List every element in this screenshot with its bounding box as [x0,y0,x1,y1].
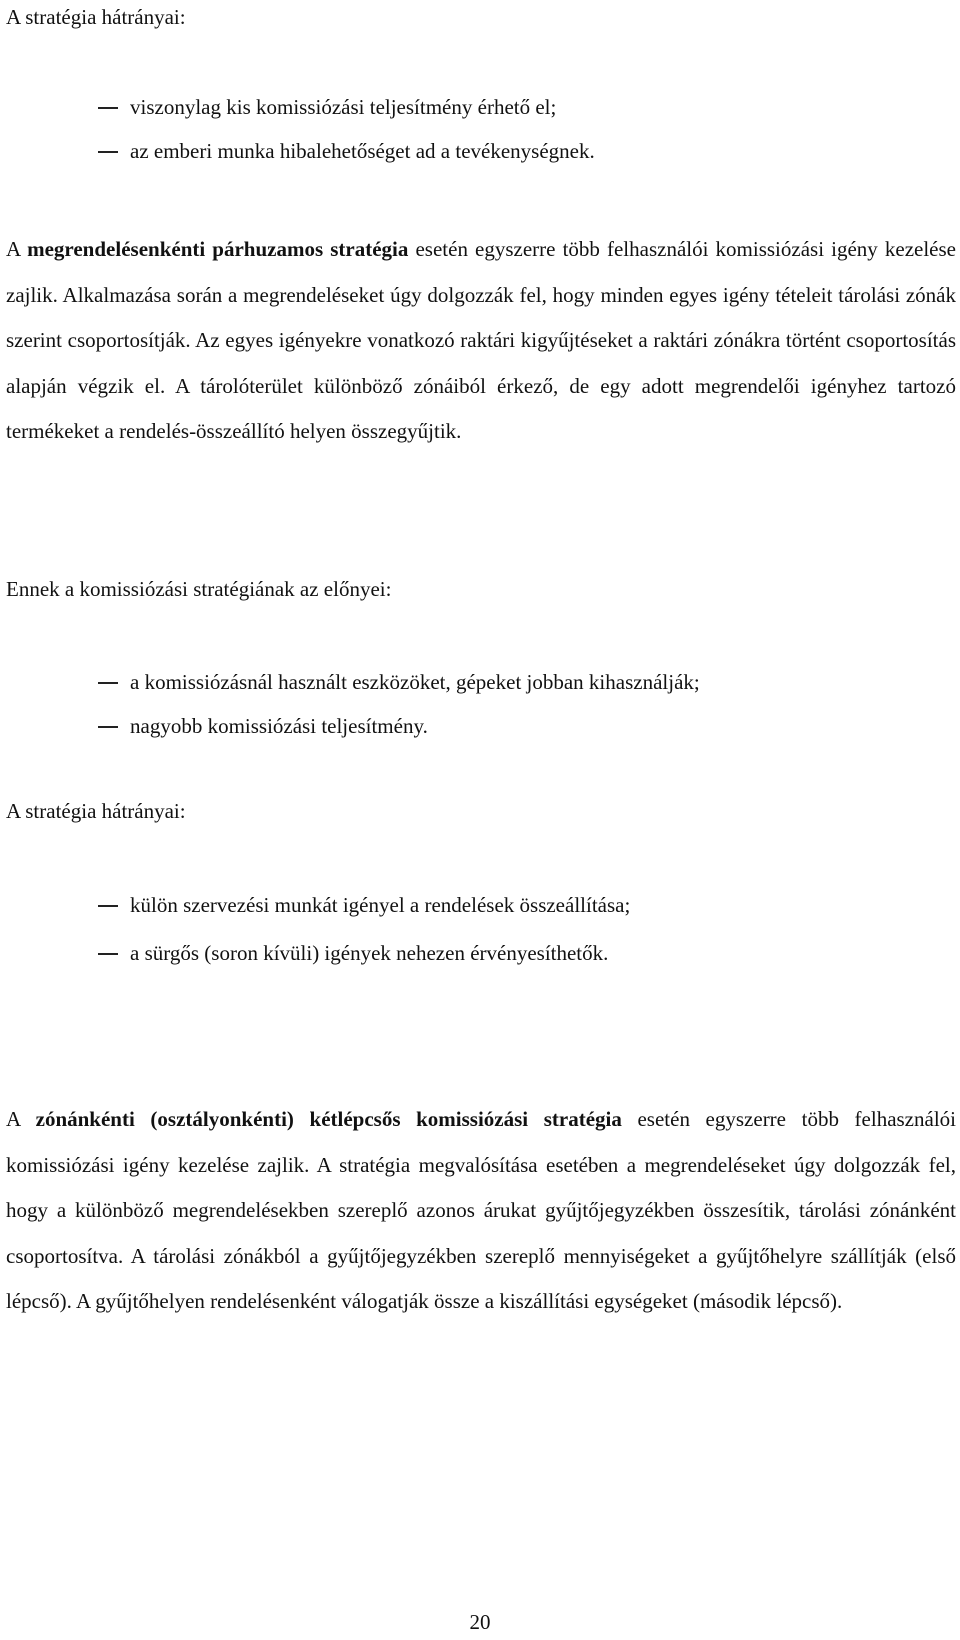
dash-bullet-icon [98,107,118,109]
advantages-list [98,660,700,748]
section-heading-advantages: Ennek a komissiózási stratégiának az előnyei: [6,577,392,601]
bold-term: zónánkénti (osztályonkénti) kétlépcsős komissiózási stratégia [35,1107,622,1131]
list-item: a sürgős (soron kívüli) igények nehezen érvényesíthetők. [98,929,630,977]
section-heading-disadvantages-2: A stratégia hátrányai: [6,799,186,823]
paragraph-zonal-strategy: A zónánkénti (osztályonkénti) kétlépcsős komissiózási stratégia esetén egyszerre több felhasználói komissiózási igény kezelése zajlik. A stratégia megvalósítása esetében a megrendeléseket úgy dolgozzák fel, hogy a különböző megrendelésekben szereplő azonos árukat gyűjtőjegyzékben összesítik, tárolási zónánként csoportosítva. A tárolási zónákból a gyűjtőjegyzékben szereplő mennyiségeket a gyűjtőhelyre szállítják (első lépcső). A gyűjtőhelyen rendelésenként válogatják össze a kiszállítási egységeket (második lépcső). [6,1107,956,1313]
disadvantages-list [98,85,595,173]
list-item: az emberi munka hibalehetőséget ad a tevékenységnek. [98,129,595,173]
page-number: 20 [469,1610,491,1634]
list-item: viszonylag kis komissiózási teljesítmény érhető el; [98,85,595,129]
dash-bullet-icon [98,151,118,153]
disadvantages-list-2 [98,881,630,977]
paragraph-parallel-strategy: A megrendelésenkénti párhuzamos stratégia esetén egyszerre több felhasználói komissiózási igény kezelése zajlik. Alkalmazása során a megrendeléseket úgy dolgozzák fel, hogy minden egyes igény tételeit tárolási zónák szerint csoportosítják. Az egyes igényekre vonatkozó raktári kigyűjtéseket a raktári zónákra történt csoportosítás alapján végzik el. A tárolóterület különböző zónáiból érkező, de egy adott megrendelői igényhez tartozó termékeket a rendelés-összeállító helyen összegyűjtik. [6,237,956,443]
dash-bullet-icon [98,953,118,955]
dash-bullet-icon [98,905,118,907]
dash-bullet-icon [98,726,118,728]
dash-bullet-icon [98,682,118,684]
bold-term: megrendelésenkénti párhuzamos stratégia [27,237,409,261]
list-item: nagyobb komissiózási teljesítmény. [98,704,700,748]
list-item: a komissiózásnál használt eszközöket, gépeket jobban kihasználják; [98,660,700,704]
section-heading-disadvantages: A stratégia hátrányai: [6,5,186,29]
list-item: külön szervezési munkát igényel a rendelések összeállítása; [98,881,630,929]
